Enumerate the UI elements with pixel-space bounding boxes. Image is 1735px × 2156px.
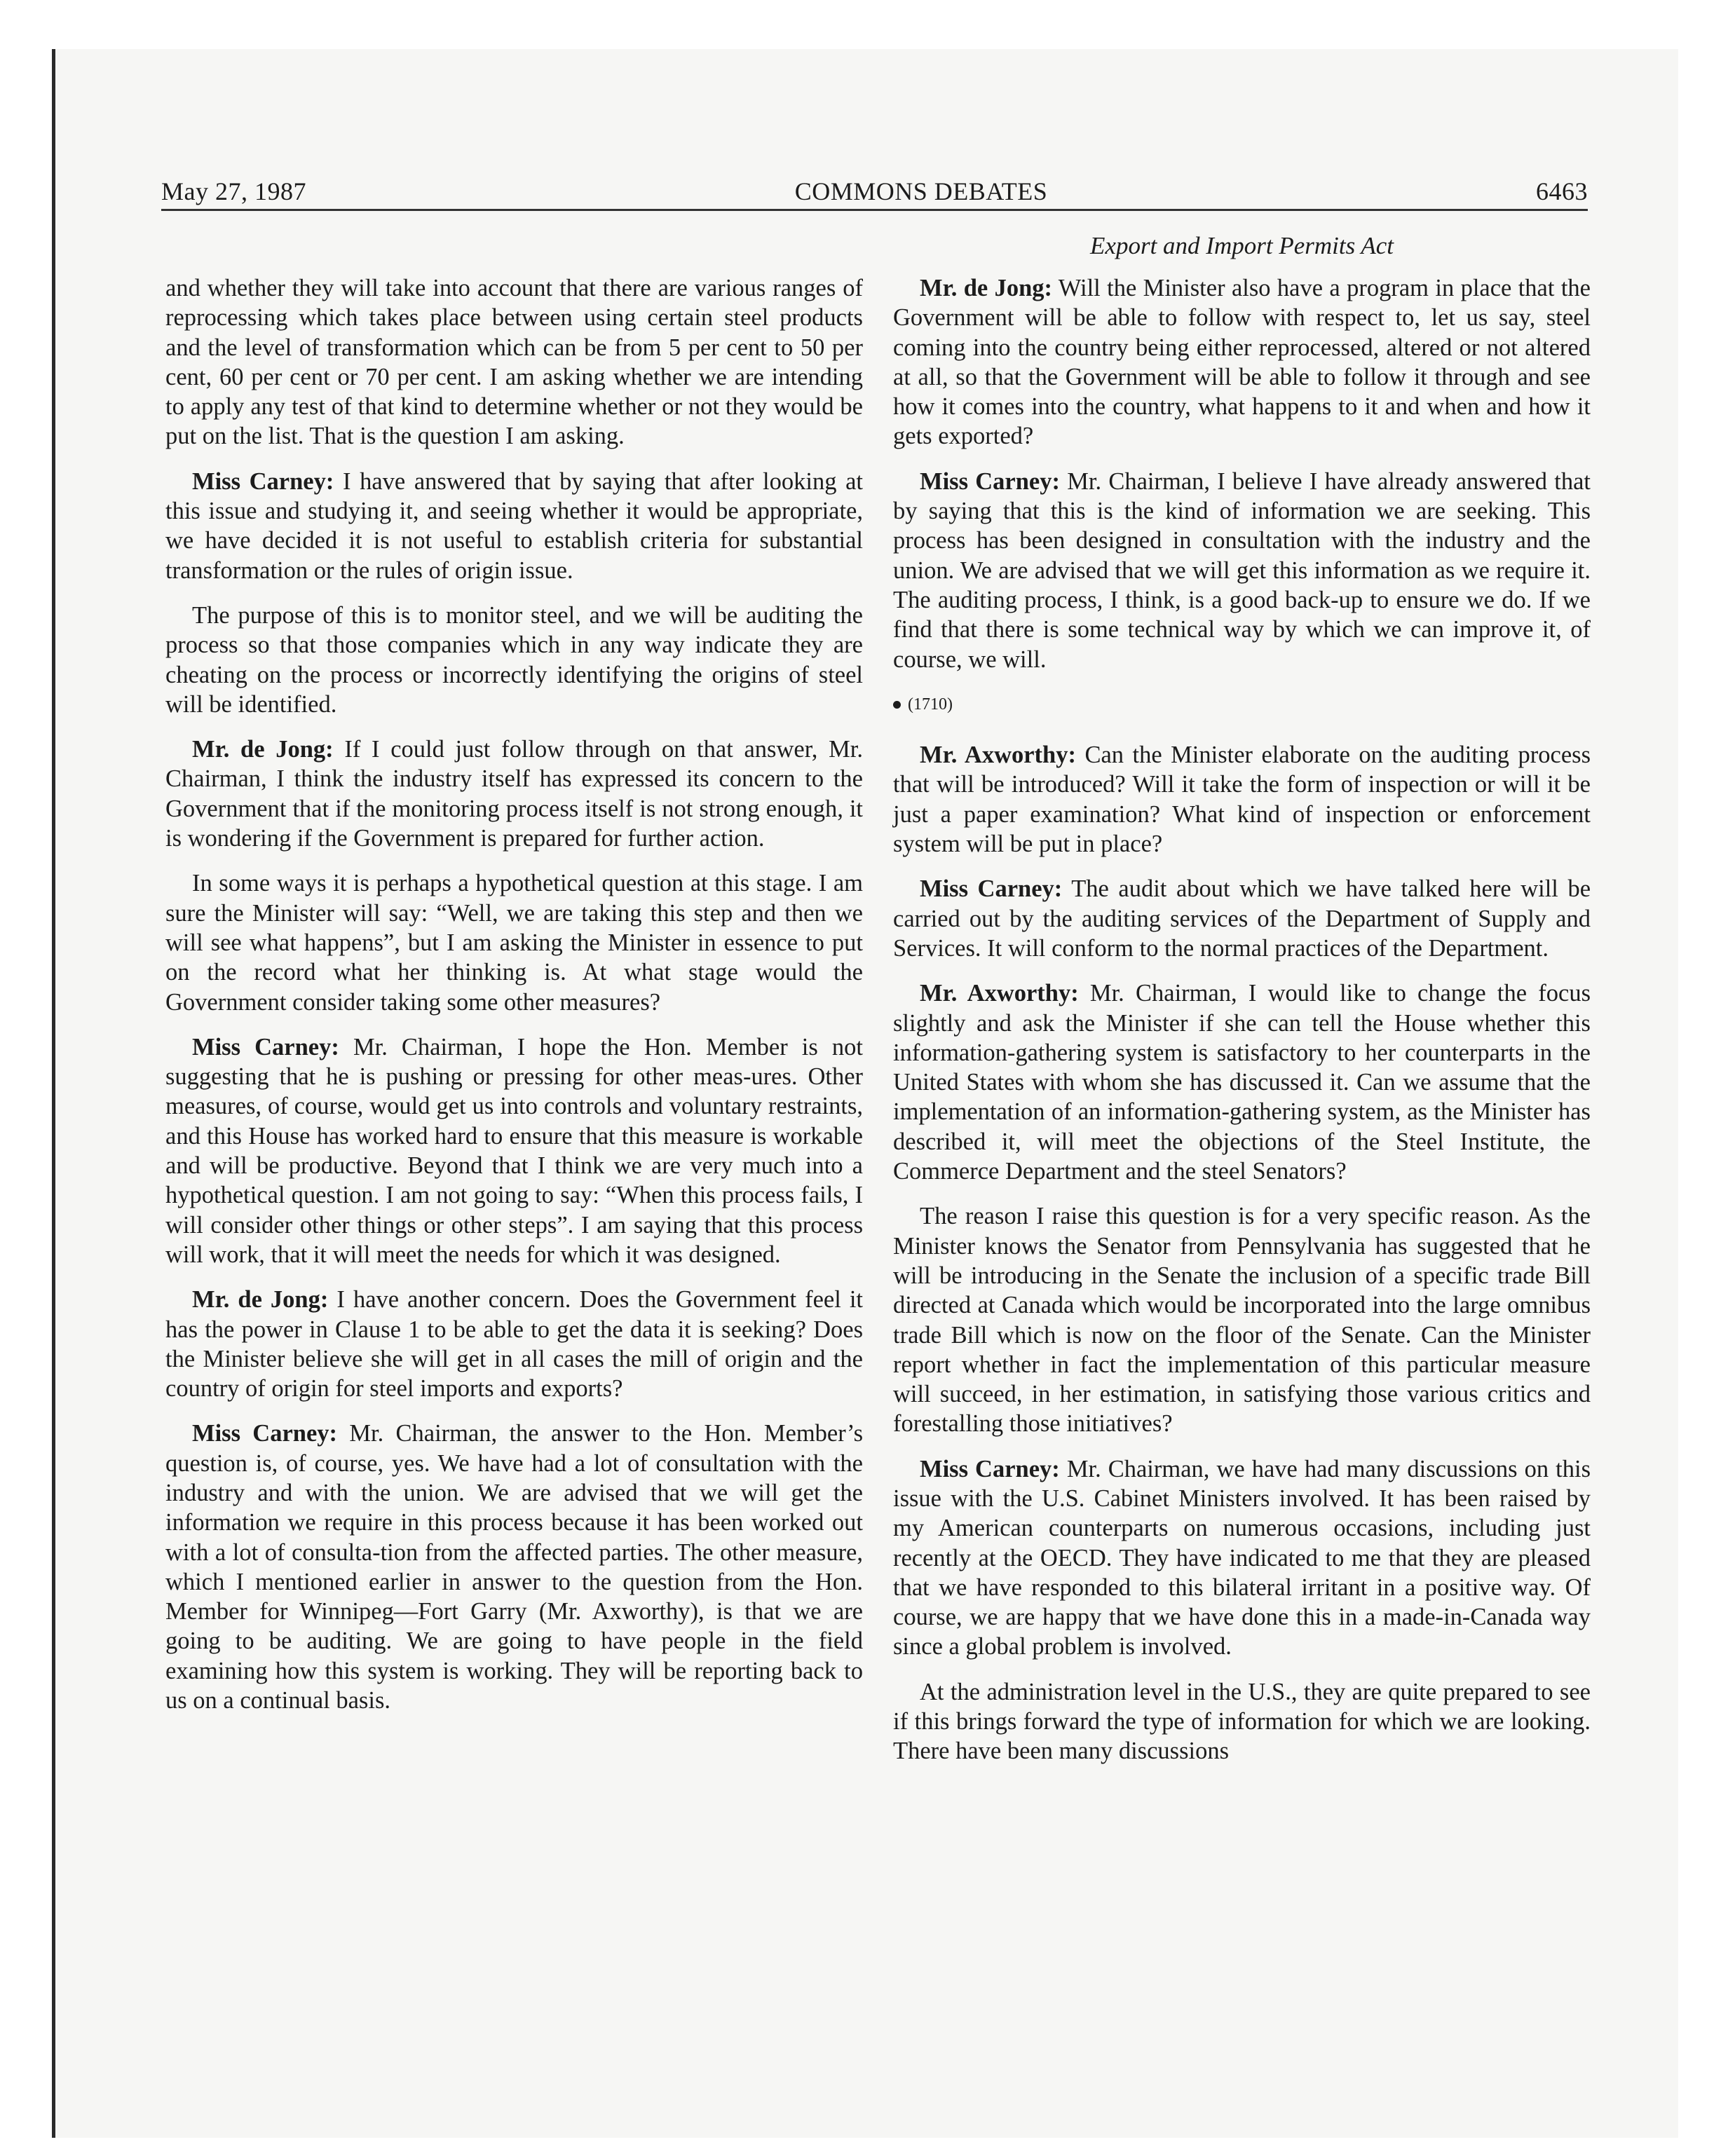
speaker-name: Mr. de Jong:: [192, 736, 334, 763]
paragraph: [165, 601, 863, 719]
speaker-name: Miss Carney:: [192, 1420, 338, 1447]
speaker-name: Miss Carney:: [920, 468, 1060, 495]
header-title: COMMONS DEBATES: [794, 177, 1048, 205]
speaker-name: Miss Carney:: [920, 1455, 1060, 1482]
header-page-number: 6463: [1536, 177, 1588, 205]
paragraph: [893, 1677, 1591, 1766]
time-marker-text: (1710): [908, 695, 953, 714]
paragraph-text: The audit about which we have talked here will be carried out by the auditing services of the Department of Supply and Services. It will conform to the normal practices of the Department.: [893, 875, 1591, 962]
paragraph: [165, 1419, 863, 1715]
paragraph-text: At the administration level in the U.S., they are quite prepared to see if this brings forward the type of information for which we are looking. There have been many discussions: [893, 1678, 1591, 1765]
paragraph-text: The purpose of this is to monitor steel, and we will be auditing the process so that those companies which in any way indicate they are cheating on the process or incorrectly identifying the origins of steel will be identified.: [165, 601, 863, 718]
speaker-name: Mr. Axworthy:: [920, 742, 1076, 769]
paragraph-text: The reason I raise this question is for a very specific reason. As the Minister knows the Senator from Pennsylvania has suggested that he will be introducing in the Senate the inclusion of a specific trade Bill directed at Canada which would be incorporated into the large omnibus trade Bill which is now on the floor of the Senate. Can the Minister report whether in fact the implementation of this particular measure will succeed, in her estimation, in satisfying those various critics and forestalling those initiatives?: [893, 1203, 1591, 1438]
paragraph: [165, 1032, 863, 1269]
right-column: [893, 231, 1591, 1782]
running-title: Export and Import Permits Act: [1090, 232, 1394, 259]
paragraph-text: Can the Minister elaborate on the auditing process that will be introduced? Will it take the form of inspection or will it be just a paper examination? What kind of inspection or enforcement system will be put in place?: [893, 742, 1591, 858]
paragraph: [893, 740, 1591, 859]
speaker-name: Mr. de Jong:: [192, 1286, 329, 1314]
speaker-name: Miss Carney:: [192, 468, 334, 495]
paragraph: [165, 273, 863, 451]
speaker-name: Miss Carney:: [920, 875, 1063, 903]
paragraph: [893, 1454, 1591, 1662]
paragraph-text: Mr. Chairman, we have had many discussions on this issue with the U.S. Cabinet Ministers involved. It has been raised by my American counterparts on numerous occasions, including just recently at the OECD. They have indicated to me that they are pleased that we have responded to this bilateral irritant in a positive way. Of course, we are happy that we have done this in a made-in-Canada way since a global problem is involved.: [893, 1455, 1591, 1660]
paragraph: [893, 1201, 1591, 1438]
paragraph-text: Mr. Chairman, I believe I have already answered that by saying that this is the kind of information we are seeking. This process has been designed in consultation with the industry and the union. We are advised that we will get this information as we require it. The auditing process, I think, is a good back-up to ensure we do. If we find that there is some technical way by which we can improve it, of course, we will.: [893, 468, 1591, 673]
paragraph: [893, 874, 1591, 963]
paragraph-text: Mr. Chairman, the answer to the Hon. Member’s question is, of course, yes. We have had a lot of consultation with the industry and with the union. We are advised that we will get the information we require in this process because it has been worked out with a lot of consulta-tion from the affected parties. The other measure, which I mentioned earlier in answer to the question from the Hon. Member for Winnipeg—Fort Garry (Mr. Axworthy), is that we are going to be auditing. We are going to have people in the field examining how this system is working. They will be reporting back to us on a continual basis.: [165, 1420, 863, 1714]
paragraph-text: Will the Minister also have a program in place that the Government will be able to follow with respect to, let us say, steel coming into the country being either reprocessed, altered or not altered at all, so that the Government will be able to follow it through and see how it comes into the country, what happens to it and when and how it gets exported?: [893, 275, 1591, 450]
paragraph: [165, 735, 863, 853]
speaker-name: Mr. Axworthy:: [920, 980, 1079, 1007]
paragraph: [165, 467, 863, 585]
paragraph-text: I have another concern. Does the Government feel it has the power in Clause 1 to be able to get the data it is seeking? Does the Minister believe she will get in all cases the mill of origin and the country of origin for steel imports and exports?: [165, 1286, 863, 1403]
paragraph-text: and whether they will take into account that there are various ranges of reprocessing which takes place between using certain steel products and the level of transformation which can be from 5 per cent to 50 per cent, 60 per cent or 70 per cent. I am asking whether we are intending to apply any test of that kind to determine whether or not they would be put on the list. That is the question I am asking.: [165, 275, 863, 450]
speaker-name: Mr. de Jong:: [920, 275, 1053, 301]
left-column: [165, 273, 863, 1731]
paragraph: [893, 467, 1591, 674]
time-marker: [893, 690, 1591, 719]
paragraph-text: Mr. Chairman, I would like to change the focus slightly and ask the Minister if she can tell the House whether this information-gathering system is satisfactory to her counterparts in the United States with whom she has discussed it. Can we assume that the implementation of an information-gathering system, as the Minister has described it, will meet the objections of the Steel Institute, the Commerce Department and the steel Senators?: [893, 980, 1591, 1185]
paragraph: [893, 273, 1591, 451]
paragraph-text: If I could just follow through on that answer, Mr. Chairman, I think the industry itself has expressed its concern to the Government that if the monitoring process itself is not strong enough, it is wondering if the Government is prepared for further action.: [165, 736, 864, 852]
bullet-icon: [893, 701, 901, 709]
paragraph-text: Mr. Chairman, I hope the Hon. Member is not suggesting that he is pushing or pressing for other meas-ures. Other measures, of course, would get us into controls and voluntary restraints, and this House has worked hard to ensure that this measure is workable and will be productive. Beyond that I think we are very much into a hypothetical question. I am not going to say: “When this process fails, I will consider other things or other steps”. I am saying that this process will work, that it will meet the needs for which it was designed.: [165, 1033, 864, 1268]
paragraph: [893, 978, 1591, 1186]
header-date: May 27, 1987: [161, 177, 306, 205]
paragraph-text: In some ways it is perhaps a hypothetical question at this stage. I am sure the Minister will say: “Well, we are taking this step and then we will see what happens”, but I am asking the Minister in essence to put on the record what her thinking is. At what stage would the Government consider taking some other measures?: [165, 870, 863, 1016]
speaker-name: Miss Carney:: [192, 1033, 339, 1060]
paragraph: [165, 868, 863, 1016]
paragraph-text: I have answered that by saying that after looking at this issue and studying it, and seeing whether it would be appropriate, we have decided it is not useful to establish criteria for substantial transformation or the rules of origin issue.: [165, 468, 863, 584]
page-header: [161, 177, 1588, 211]
paragraph: [165, 1285, 863, 1403]
